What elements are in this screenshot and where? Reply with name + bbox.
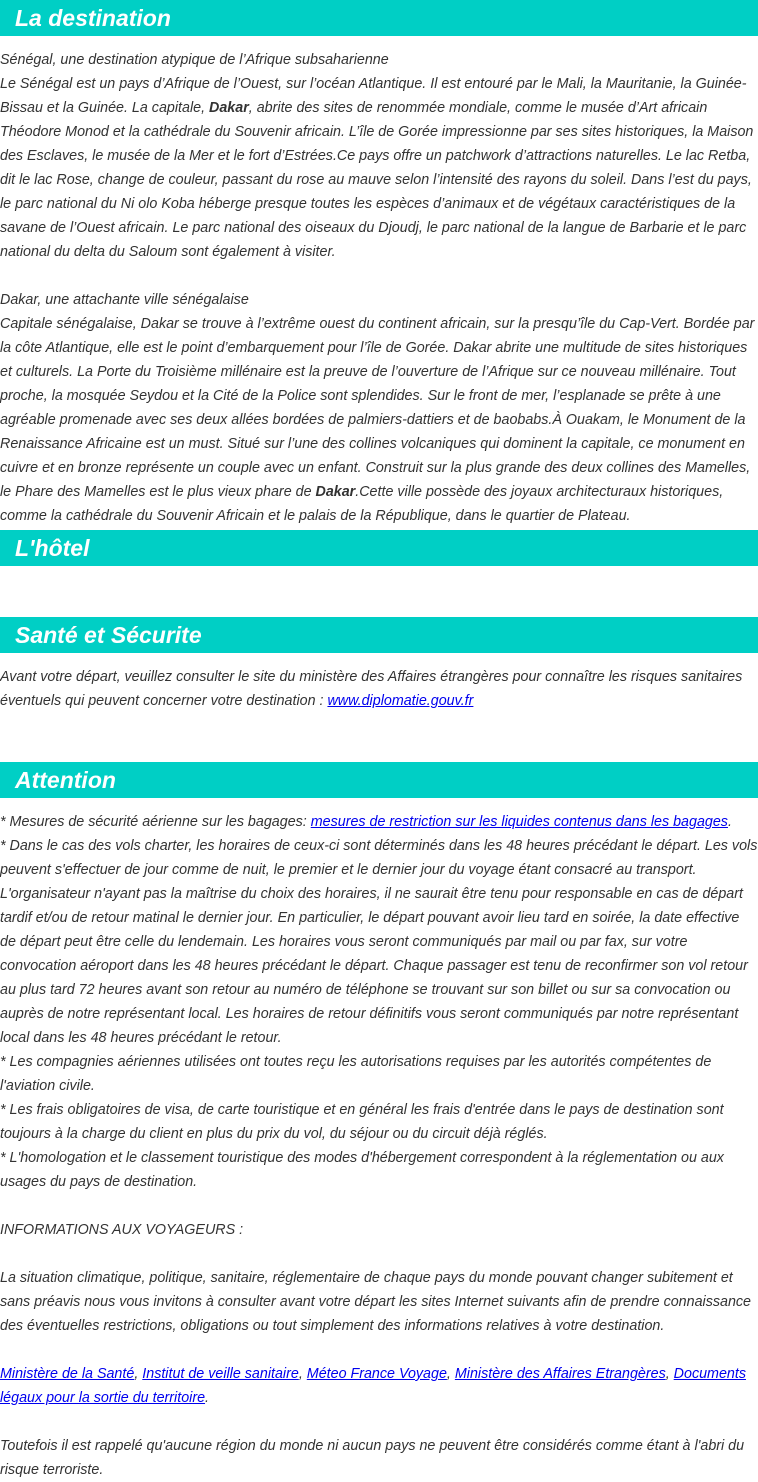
link-institut-veille[interactable]: Institut de veille sanitaire (142, 1366, 299, 1382)
senegal-title: Sénégal, une destination atypique de l’Afrique subsaharienne (0, 52, 389, 68)
attention-bullet-3: * Les compagnies aériennes utilisées ont toutes reçu les autorisations requises par les autorités compétentes de l'aviation civile. (0, 1054, 712, 1094)
terrorism-notice: Toutefois il est rappelé qu'aucune région du monde ni aucun pays ne peuvent être considérés comme étant à l'abri du risque terroriste. (0, 1438, 745, 1478)
link-affaires-etrangeres[interactable]: Ministère des Affaires Etrangères (454, 1366, 666, 1382)
info-links (0, 1362, 758, 1410)
info-text: La situation climatique, politique, sanitaire, réglementaire de chaque pays du monde pouvant changer subitement et sans préavis nous vous invitons à consulter avant votre départ les sites Internet suivants afin de prendre connaissance des éventuelles restrictions, obligations ou tout simplement des informations relatives à votre destination. (0, 1270, 752, 1334)
sep: , (298, 1366, 307, 1382)
diplomatie-link[interactable]: www.diplomatie.gouv.fr (327, 693, 474, 709)
sep: , (446, 1366, 455, 1382)
attention-bullet-4: * Les frais obligatoires de visa, de carte touristique et en général les frais d'entrée dans le pays de destination sont toujours à la charge du client en plus du prix du vol, du séjour ou du circuit déjà réglés. (0, 1102, 724, 1142)
sep: , (134, 1366, 143, 1382)
attention-header: Attention (0, 762, 758, 798)
sep: , (665, 1366, 674, 1382)
attention-bullet-5: * L'homologation et le classement touristique des modes d'hébergement correspondent à la réglementation ou aux usages du pays de destination. (0, 1150, 724, 1190)
bullet-1-text: * Mesures de sécurité aérienne sur les bagages: (0, 814, 311, 830)
attention-bullet-1 (0, 810, 758, 834)
dakar-bold-2: Dakar (315, 484, 356, 500)
attention-bullet-2: * Dans le cas des vols charter, les horaires de ceux-ci sont déterminés dans les 48 heures précédant le départ. Les vols peuvent s'effectuer de jour comme de nuit, le premier et le dernier jour du voyage étant consacré au transport. L'organisateur n'ayant pas la maîtrise du choix des horaires, il ne saurait être tenu pour responsable en cas de départ tardif et/ou de retour matinal le dernier jour. En particulier, le départ pouvant avoir lieu tard en soirée, la date effective de départ peut être celle du lendemain. Les horaires vous seront communiqués par mail ou par fax, sur votre convocation aéroport dans les 48 heures précédant le départ. Chaque passager est tenu de reconfirmer son vol retour au plus tard 72 heures avant son retour au numéro de téléphone se trouvant sur son billet ou sur sa convocation ou auprès de notre représentant local. Les horaires de retour définitifs vous seront communiqués par notre représentant local dans les 48 heures précédant le retour. (0, 838, 758, 1046)
hotel-header: L'hôtel (0, 530, 758, 566)
link-meteo-france[interactable]: Méteo France Voyage (306, 1366, 447, 1382)
sante-body (0, 653, 758, 713)
info-title: INFORMATIONS AUX VOYAGEURS : (0, 1222, 244, 1238)
link-ministere-sante[interactable]: Ministère de la Santé (0, 1366, 135, 1382)
links-end: . (205, 1390, 210, 1406)
dakar-paragraph (0, 312, 758, 528)
liquids-restriction-link[interactable]: mesures de restriction sur les liquides contenus dans les bagages (310, 814, 728, 830)
senegal-paragraph (0, 72, 758, 264)
sante-text: Avant votre départ, veuillez consulter le site du ministère des Affaires étrangères pour connaître les risques sanitaires éventuels qui peuvent concerner votre destination : (0, 669, 743, 709)
hotel-body (0, 566, 758, 617)
sante-header: Santé et Sécurite (0, 617, 758, 653)
bullet-1-end: . (727, 814, 732, 830)
destination-header: La destination (0, 0, 758, 36)
dakar-title: Dakar, une attachante ville sénégalaise (0, 292, 249, 308)
destination-body (0, 36, 758, 528)
attention-body (0, 798, 758, 1482)
dakar-text-2: .Cette ville possède des joyaux architecturaux historiques, comme la cathédrale du Souvenir Africain et le palais de la République, dans le quartier de Plateau. (0, 484, 724, 524)
dakar-text-1: Capitale sénégalaise, Dakar se trouve à l’extrême ouest du continent africain, sur la presqu’île du Cap-Vert. Bordée par la côte Atlantique, elle est le point d’embarquement pour l’île de Gorée. Dakar abrite une multitude de sites historiques et culturels. La Porte du Troisième millénaire est la preuve de l’ouverture de l’Afrique sur ce nouveau millénaire. Tout proche, la mosquée Seydou et la Cité de la Police sont splendides. Sur le front de mer, l’esplanade se prête à une agréable promenade avec ses deux allées bordées de palmiers-dattiers et de baobabs.À Ouakam, le Monument de la Renaissance Africaine est un must. Situé sur l’une des collines volcaniques qui dominent la capitale, ce monument en cuivre et en bronze représente un couple avec un enfant. Construit sur la plus grande des deux collines des Mamelles, le Phare des Mamelles est le plus vieux phare de (0, 316, 755, 500)
senegal-text-1: Le Sénégal est un pays d’Afrique de l’Ouest, sur l’océan Atlantique. Il est entouré par le Mali, la Mauritanie, la Guinée-Bissau et la Guinée. La capitale, (0, 76, 747, 116)
senegal-text-2: , abrite des sites de renommée mondiale, comme le musée d’Art africain Théodore Monod et la cathédrale du Souvenir africain. L’île de Gorée impressionne par ses sites historiques, la Maison des Esclaves, le musée de la Mer et le fort d’Estrées.Ce pays offre un patchwork d’attractions naturelles. Le lac Retba, dit le lac Rose, change de couleur, passant du rose au mauve selon l’intensité des rayons du soleil. Dans l’est du pays, le parc national du Ni olo Koba héberge presque toutes les espèces d’animaux et de végétaux caractéristiques de la savane de l’Ouest africain. Le parc national des oiseaux du Djoudj, le parc national de la langue de Barbarie et le parc national du delta du Saloum sont également à visiter. (0, 100, 754, 260)
link-documents-legaux[interactable]: Documents légaux pour la sortie du territoire (0, 1366, 746, 1406)
dakar-bold: Dakar (209, 100, 249, 116)
